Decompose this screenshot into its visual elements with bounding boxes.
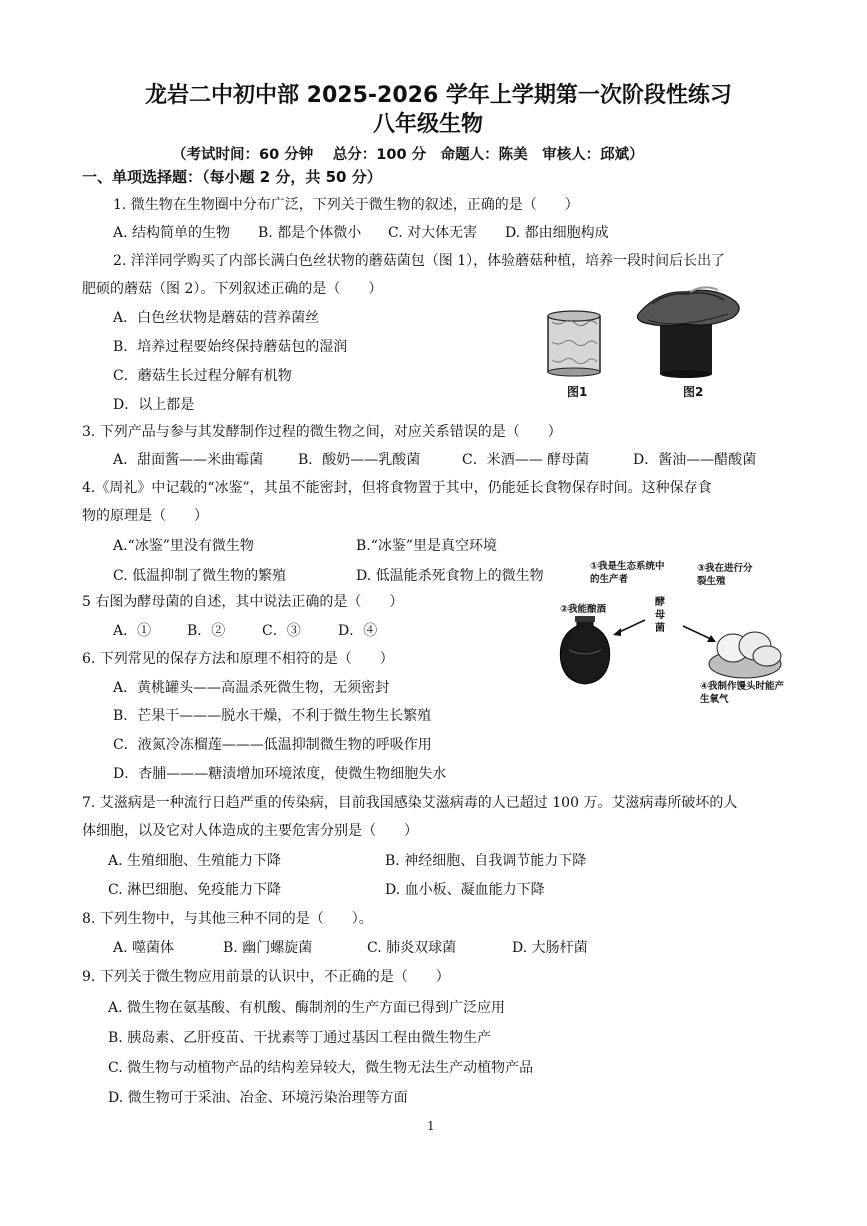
- q8-option-a: A. 噬菌体: [113, 940, 175, 956]
- figure-2-caption: 图2: [683, 385, 704, 399]
- exam-subtitle: 八年级生物: [373, 112, 484, 137]
- q4-option-b: B.“冰鉴”里是真空环境: [356, 538, 498, 554]
- q5-option-b: B．②: [187, 623, 226, 639]
- q6-option-a: A．黄桃罐头——高温杀死微生物，无须密封: [113, 680, 390, 696]
- yeast-label-4: ④我制作馒头时能产生氧气: [700, 681, 785, 705]
- q2-option-b: B．培养过程要始终保持蘑菇包的湿润: [113, 339, 348, 355]
- yeast-center-label: 酵母菌: [655, 597, 665, 634]
- q5-option-a: A．①: [113, 623, 152, 639]
- q2-option-c: C．蘑菇生长过程分解有机物: [113, 368, 292, 384]
- q6-stem: 6. 下列常见的保存方法和原理不相符的是（ ）: [82, 651, 394, 667]
- q3-option-b: B．酸奶——乳酸菌: [298, 452, 421, 468]
- q7-option-a: A. 生殖细胞、生殖能力下降: [108, 853, 282, 869]
- q2-stem-line2: 肥硕的蘑菇（图 2）。下列叙述正确的是（ ）: [82, 281, 383, 297]
- q4-option-d: D. 低温能杀死食物上的微生物: [356, 568, 544, 584]
- q7-stem-line1: 7. 艾滋病是一种流行日趋严重的传染病，目前我国感染艾滋病毒的人已超过 100 万。艾滋病毒所破坏的人: [82, 795, 738, 811]
- figure-1-caption: 图1: [567, 385, 588, 399]
- yeast-label-3: ③我在进行分裂生殖: [697, 563, 753, 587]
- section-heading: 一、单项选择题：（每小题 2 分，共 50 分）: [82, 168, 382, 186]
- q8-option-b: B. 幽门螺旋菌: [223, 940, 313, 956]
- q7-option-d: D. 血小板、凝血能力下降: [385, 882, 545, 898]
- q1-stem: 1. 微生物在生物圈中分布广泛，下列关于微生物的叙述，正确的是（ ）: [113, 197, 579, 213]
- mushroom-bag-image: [548, 311, 600, 376]
- q7-stem-line2: 体细胞，以及它对人体造成的主要危害分别是（ ）: [82, 823, 418, 839]
- q1-option-b: B. 都是个体微小: [258, 225, 362, 241]
- exam-info: （考试时间：60 分钟 总分：100 分 命题人：陈美 审核人：邱斌）: [172, 147, 644, 163]
- q2-stem-line1: 2. 洋洋同学购买了内部长满白色丝状物的蘑菇菌包（图 1），体验蘑菇种植，培养一段时间后长出了: [113, 253, 726, 269]
- q4-stem-line1: 4.《周礼》中记载的“冰鉴”，其虽不能密封，但将食物置于其中，仍能延长食物保存时间。这种保存食: [82, 480, 712, 496]
- steamed-buns-image: [709, 632, 781, 678]
- q3-stem: 3. 下列产品与参与其发酵制作过程的微生物之间，对应关系错误的是（ ）: [82, 424, 562, 440]
- q7-option-c: C. 淋巴细胞、免疫能力下降: [108, 882, 282, 898]
- q5-stem: 5 右图为酵母菌的自述，其中说法正确的是（ ）: [82, 594, 404, 610]
- q6-option-c: C．液氮冷冻榴莲———低温抑制微生物的呼吸作用: [113, 737, 432, 753]
- q1-option-a: A. 结构简单的生物: [113, 225, 231, 241]
- q4-option-c: C. 低温抑制了微生物的繁殖: [113, 568, 287, 584]
- q7-option-b: B. 神经细胞、自我调节能力下降: [385, 853, 587, 869]
- q5-option-d: D．④: [338, 623, 378, 639]
- wine-jar-image: [560, 616, 609, 684]
- q8-option-d: D. 大肠杆菌: [512, 940, 588, 956]
- q6-option-d: D．杏脯———糖渍增加环境浓度，使微生物细胞失水: [113, 766, 447, 782]
- q3-option-a: A．甜面酱——米曲霉菌: [113, 452, 264, 468]
- page-number: 1: [427, 1119, 435, 1133]
- q3-option-d: D．酱油——醋酸菌: [633, 452, 757, 468]
- q4-option-a: A.“冰鉴”里没有微生物: [113, 538, 254, 554]
- yeast-label-1: ①我是生态系统中的生产者: [590, 561, 665, 585]
- q9-option-c: C. 微生物与动植物产品的结构差异较大，微生物无法生产动植物产品: [108, 1060, 534, 1076]
- yeast-label-2: ②我能酿酒: [560, 604, 607, 615]
- q9-option-a: A. 微生物在氨基酸、有机酸、酶制剂的生产方面已得到广泛应用: [108, 1000, 506, 1016]
- q9-option-d: D. 微生物可于采油、冶金、环境污染治理等方面: [108, 1090, 408, 1106]
- q3-option-c: C．米酒—— 酵母菌: [462, 452, 590, 468]
- arrow-to-bread: [683, 626, 713, 640]
- q1-option-d: D. 都由细胞构成: [505, 225, 609, 241]
- yeast-figure: [555, 590, 790, 690]
- q8-option-c: C. 肺炎双球菌: [367, 940, 457, 956]
- q8-stem: 8. 下列生物中，与其他三种不同的是（ ）。: [82, 911, 373, 927]
- q1-option-c: C. 对大体无害: [388, 225, 478, 241]
- q4-stem-line2: 物的原理是（ ）: [82, 508, 208, 524]
- exam-title: 龙岩二中初中部 2025-2026 学年上学期第一次阶段性练习: [145, 83, 732, 108]
- q2-option-d: D．以上都是: [113, 397, 195, 413]
- grown-mushroom-image: [637, 287, 739, 378]
- q9-stem: 9. 下列关于微生物应用前景的认识中，不正确的是（ ）: [82, 969, 450, 985]
- q9-option-b: B. 胰岛素、乙肝疫苗、干扰素等丁通过基因工程由微生物生产: [108, 1030, 492, 1046]
- q5-option-c: C．③: [262, 623, 301, 639]
- q6-option-b: B．芒果干———脱水干燥，不利于微生物生长繁殖: [113, 708, 432, 724]
- q2-option-a: A．白色丝状物是蘑菇的营养菌丝: [113, 310, 320, 326]
